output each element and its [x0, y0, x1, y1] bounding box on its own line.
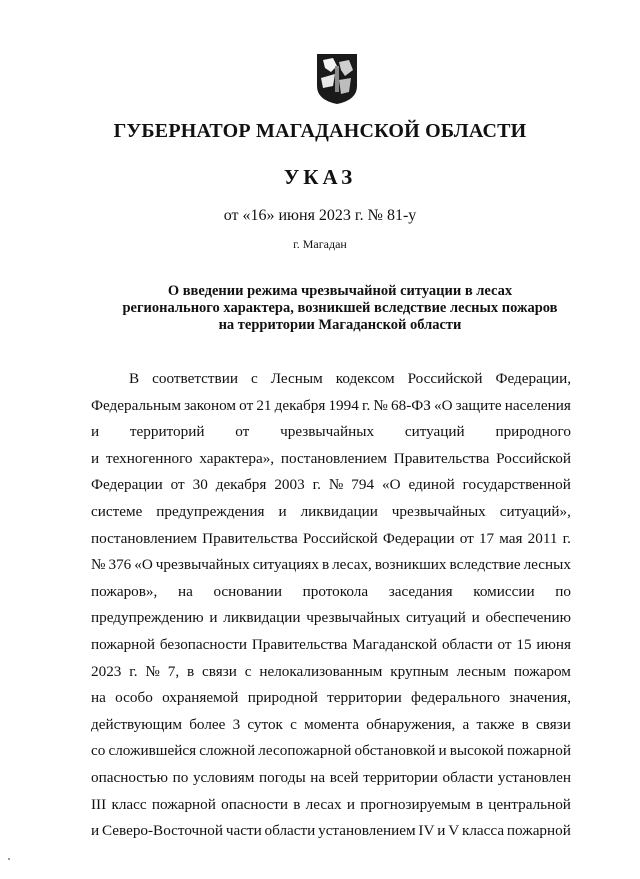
body-word: области [442, 768, 494, 786]
body-word: предупреждения [156, 502, 265, 520]
body-word: основании [213, 582, 282, 600]
body-word: федерального [411, 689, 501, 707]
body-word: постановлением [280, 449, 387, 467]
body-line [91, 526, 571, 553]
body-word: лесах, [332, 556, 372, 574]
body-word: класс [111, 795, 147, 813]
body-line [91, 632, 571, 659]
body-line [91, 765, 571, 792]
body-line [91, 738, 571, 765]
body-word: чрезвычайных [391, 502, 486, 520]
body-line [91, 605, 571, 632]
body-word: Федеральным [91, 396, 181, 414]
body-word: протокола [302, 582, 369, 600]
body-word: связи [536, 715, 571, 733]
body-word: нелокализованным [259, 662, 383, 680]
body-word: сложившейся [108, 742, 197, 760]
body-word: лесах [305, 795, 342, 813]
body-word: по [555, 582, 571, 600]
body-word: в [475, 795, 484, 813]
body-word: лесных [523, 556, 571, 574]
body-word: на [310, 768, 326, 786]
body-word: В [129, 370, 140, 387]
body-line [91, 659, 571, 686]
body-word: Правительства [393, 449, 490, 467]
body-word: в [321, 556, 330, 574]
body-word: Правительства [202, 529, 298, 547]
body-word: ситуаций», [499, 502, 571, 520]
body-word: действующим [91, 715, 182, 733]
body-word: пожарной [151, 795, 216, 813]
body-word: Федерации [382, 529, 455, 547]
document-body [91, 366, 571, 845]
body-word: Правительства [251, 635, 348, 653]
body-word: и [278, 502, 287, 520]
body-line [91, 419, 571, 446]
body-word: условиям [192, 768, 255, 786]
body-word: обеспечению [485, 609, 571, 627]
body-word: крупным [390, 662, 449, 680]
body-word: значения, [509, 689, 571, 707]
body-word: 30 [192, 476, 208, 494]
body-word: возникших [374, 556, 447, 574]
body-word: погоды [258, 768, 306, 786]
body-word: обстановкой [354, 742, 436, 760]
body-word: с [250, 370, 258, 387]
body-word: пожаров», [91, 582, 158, 600]
body-word: Лесным [270, 370, 323, 387]
body-word: опасностью [91, 768, 168, 786]
body-word: и [471, 609, 480, 627]
body-word: и [209, 609, 218, 627]
body-word: чрезвычайных [155, 556, 250, 574]
body-word: с [290, 715, 297, 733]
body-word: более [189, 715, 226, 733]
body-word: установлением [318, 822, 416, 840]
body-word: заседания [388, 582, 453, 600]
body-line [91, 712, 571, 739]
body-word: законом [184, 396, 237, 414]
body-word: характера», [199, 449, 275, 467]
body-word: и [91, 423, 100, 441]
body-word: декабря [274, 396, 326, 414]
coat-of-arms-icon [315, 52, 359, 106]
body-word: г. [129, 662, 138, 680]
body-word: в [521, 715, 529, 733]
body-word: чрезвычайных [280, 423, 375, 441]
body-word: «О [381, 476, 401, 494]
body-word: 3 [232, 715, 241, 733]
body-word: «О [134, 556, 153, 574]
body-word: техногенного [105, 449, 193, 467]
body-word: а [462, 715, 470, 733]
body-word: по [172, 768, 189, 786]
body-word: пожаром [513, 662, 571, 680]
body-word: Северо-Восточной [101, 822, 224, 840]
body-word: и [346, 795, 355, 813]
body-word: Федерации [91, 476, 163, 494]
body-word: № [373, 396, 388, 414]
body-word: «О [433, 396, 453, 414]
body-word: 794 [351, 476, 375, 494]
document-type: УКАЗ [283, 165, 357, 189]
body-word: от [459, 529, 474, 547]
body-word: ситуаций [406, 609, 466, 627]
body-word: декабря [215, 476, 267, 494]
body-word: высокой [449, 742, 504, 760]
body-line [91, 393, 571, 420]
body-word: Российской [302, 529, 378, 547]
body-word: V [448, 822, 460, 840]
body-word: пожарной [506, 822, 571, 840]
body-word: охраняемой [162, 689, 239, 707]
body-word: 376 [108, 556, 132, 574]
body-word: защите [455, 396, 502, 414]
body-word: г. [562, 529, 571, 547]
body-word: населения [504, 396, 571, 414]
body-word: также [476, 715, 515, 733]
body-word: безопасности [159, 635, 248, 653]
body-word: государственной [462, 476, 571, 494]
body-word: ликвидации [223, 609, 301, 627]
body-line [91, 552, 571, 579]
body-line [91, 499, 571, 526]
body-word: особо [115, 689, 153, 707]
body-word: территорий [129, 423, 205, 441]
subject-line: регионального характера, возникшей вследствие лесных пожаров [122, 300, 558, 316]
issuer-title: ГУБЕРНАТОР МАГАДАНСКОЙ ОБЛАСТИ [113, 120, 527, 142]
body-word: г. [312, 476, 321, 494]
body-word: на [91, 689, 106, 707]
body-word: Российской [496, 449, 571, 467]
body-word: 17 [478, 529, 495, 547]
body-line [91, 472, 571, 499]
body-word: комиссии [473, 582, 535, 600]
body-word: ситуаций [404, 423, 465, 441]
body-word: 21 [256, 396, 272, 414]
body-line [91, 792, 571, 819]
body-word: вследствие [449, 556, 521, 574]
body-word: с [244, 662, 252, 680]
body-word: области [264, 822, 316, 840]
body-line [91, 818, 571, 845]
body-word: пожарной [506, 742, 571, 760]
body-word: и [437, 822, 446, 840]
subject-line: О введении режима чрезвычайной ситуации в лесах [167, 283, 513, 299]
document-city: г. Магадан [293, 237, 347, 251]
body-word: № [145, 662, 160, 680]
body-word: и [91, 449, 100, 467]
body-word: от [170, 476, 185, 494]
body-word: мая [499, 529, 523, 547]
body-word: июня [536, 635, 571, 653]
body-word: ситуациях [252, 556, 319, 574]
body-word: № [328, 476, 344, 494]
body-word: связи [202, 662, 237, 680]
body-word: 2003 [274, 476, 305, 494]
body-word: 2023 [91, 662, 122, 680]
body-word: пожарной [91, 635, 156, 653]
body-word: 2011 [527, 529, 558, 547]
body-word: от [239, 396, 254, 414]
document-subject [60, 283, 620, 334]
body-word: 15 [516, 635, 532, 653]
body-line [91, 579, 571, 606]
body-word: системе [91, 502, 143, 520]
body-word: части [225, 822, 262, 840]
body-word: центральной [488, 795, 571, 813]
body-word: Магаданской [352, 635, 438, 653]
body-word: на [177, 582, 193, 600]
body-word: лесопожарной [258, 742, 352, 760]
body-word: чрезвычайных [306, 609, 401, 627]
body-line [91, 366, 571, 393]
body-word: территории [363, 768, 438, 786]
body-word: 7, [167, 662, 180, 680]
body-word: от [235, 423, 250, 441]
body-line [91, 685, 571, 712]
body-word: области [441, 635, 493, 653]
body-word: IV [418, 822, 435, 840]
body-word: кодексом [335, 370, 395, 387]
body-word: в [187, 662, 195, 680]
document-date-number: от «16» июня 2023 г. № 81-у [223, 207, 417, 224]
scan-mark [8, 858, 10, 860]
body-word: предупреждению [91, 609, 204, 627]
body-word: 68-ФЗ [391, 396, 431, 414]
body-word: Федерации, [495, 370, 571, 387]
body-word: опасности [221, 795, 288, 813]
body-word: III [91, 795, 107, 813]
body-word: единой [408, 476, 455, 494]
body-word: в [293, 795, 301, 813]
body-word: территории [327, 689, 402, 707]
body-word: сложной [199, 742, 256, 760]
body-word: класса [461, 822, 505, 840]
body-word: г. [361, 396, 371, 414]
subject-line: на территории Магаданской области [218, 317, 462, 333]
body-word: 1994 [328, 396, 359, 414]
body-word: ликвидации [300, 502, 378, 520]
body-word: обнаружения, [366, 715, 456, 733]
body-word: соответствии [152, 370, 238, 387]
body-word: прогнозируемым [360, 795, 471, 813]
body-word: природной [247, 689, 318, 707]
body-line [91, 446, 571, 473]
body-word: Российской [407, 370, 483, 387]
body-word: со [91, 742, 106, 760]
body-word: суток [247, 715, 283, 733]
body-word: и [438, 742, 447, 760]
body-word: постановлением [91, 529, 198, 547]
body-word: от [497, 635, 512, 653]
body-word: момента [304, 715, 360, 733]
body-word: установлен [497, 768, 571, 786]
body-word: № [91, 556, 106, 574]
body-word: природного [495, 423, 571, 441]
body-word: всей [329, 768, 359, 786]
body-word: лесным [456, 662, 506, 680]
body-word: и [91, 822, 100, 840]
